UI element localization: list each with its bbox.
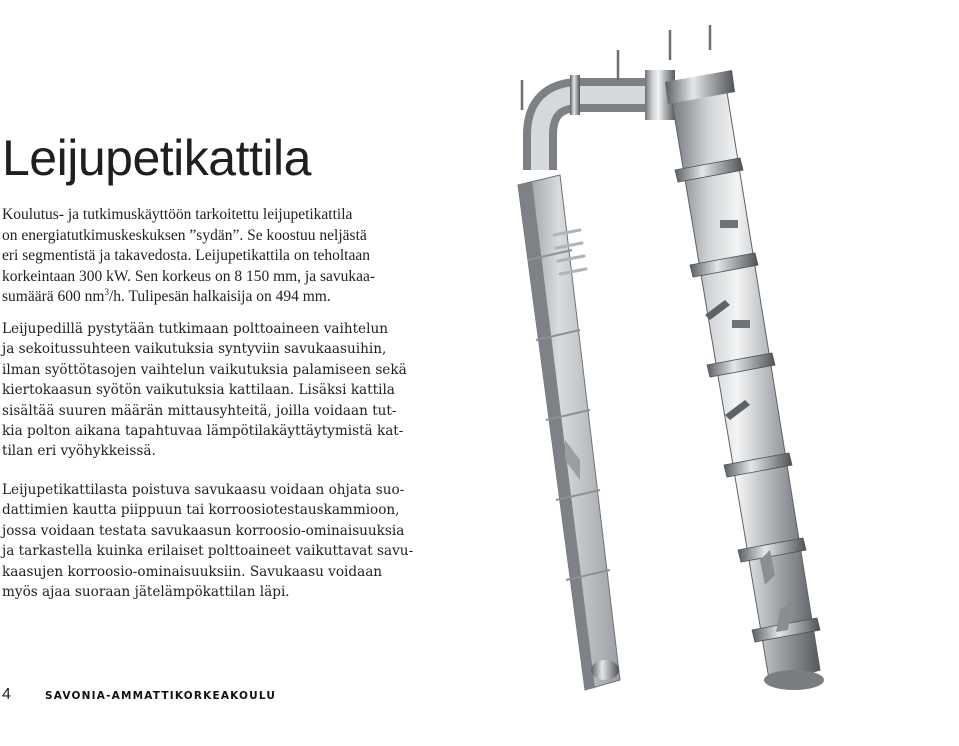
intro-text [2,205,422,308]
footer-organization: SAVONIA-AMMATTIKORKEAKOULU [45,690,277,702]
paragraph-line: kiertokaasun syötön vaikutuksia kattilaan. Lisäksi kattila [2,382,395,399]
paragraph-line: myös ajaa suoraan jätelämpökattilan läpi. [2,584,290,601]
intro-line: on energiatutkimuskeskuksen ”sydän”. Se koostuu neljästä [2,226,367,244]
return-pipe [540,70,675,170]
paragraph-line: kia polton aikana tapahtuvaa lämpötilakäyttäytymistä kat- [2,423,404,440]
paragraph-line: dattimien kautta piippuun tai korroosiotestauskammioon, [2,502,400,519]
bottom-outlet [591,660,619,680]
paragraph-line: Leijupetikattilasta poistuva savukaasu voidaan ohjata suo- [2,482,405,498]
paragraph-line: ja sekoitussuhteen vaikutuksia syntyviin savukaasuihin, [2,341,387,358]
pipe-flange [570,75,580,115]
rectangular-duct [518,175,620,690]
paragraph-flue-gas [2,480,442,602]
page-title: Leijupetikattila [2,130,311,186]
intro-line [2,287,422,308]
boiler-illustration [470,20,959,746]
paragraph-line: Leijupedillä pystytään tutkimaan polttoaineen vaihtelun [2,321,388,337]
paragraph-line: sisältää suuren määrän mittausyhteitä, joilla voidaan tut- [2,402,397,419]
paragraph-line: jossa voidaan testata savukaasun korroosio-ominaisuuksia [2,522,405,539]
intro-line: eri segmentistä ja takavedosta. Leijupetikattila on teholtaan [2,247,370,264]
page-number: 4 [2,686,11,703]
intro-line-part: sumäärä 600 nm [2,288,105,305]
intro-line: Koulutus- ja tutkimuskäyttöön tarkoitettu leijupetikattila [2,206,353,223]
paragraph-line: kaasujen korroosio-ominaisuuksiin. Savukaasu voidaan [2,563,383,580]
intro-line-part: /h. Tulipesän halkaisija on 494 mm. [108,288,331,305]
superscript: 3 [104,286,109,297]
paragraph-line: ja tarkastella kuinka erilaiset polttoaineet vaikuttavat savu- [2,543,414,560]
paragraph-research [2,319,442,462]
paragraph-line: ilman syöttötasojen vaihtelun vaikutuksia palamiseen sekä [2,361,407,378]
intro-line: korkeintaan 300 kW. Sen korkeus on 8 150 mm, ja savukaa- [2,267,376,285]
paragraph-line: tilan eri vyöhykkeissä. [2,443,156,460]
